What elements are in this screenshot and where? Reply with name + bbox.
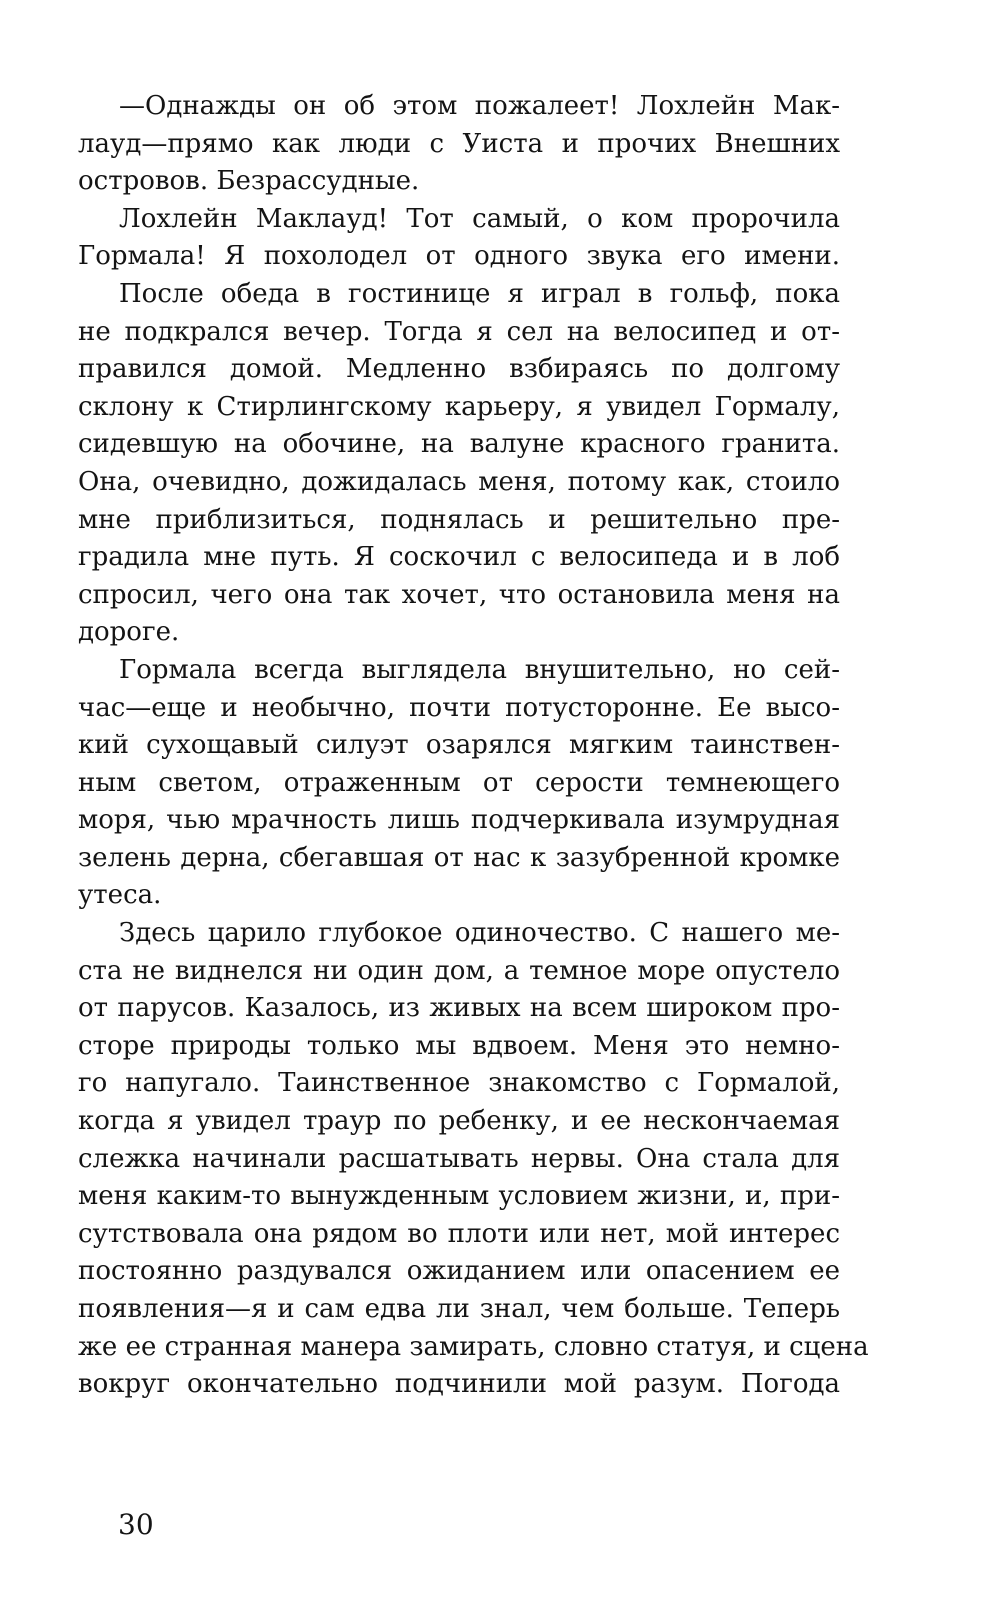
text-line: островов. Безрассудные. [78, 166, 420, 197]
text-line: сутствовала она рядом во плоти или нет, мой интерес [78, 1218, 840, 1249]
text-line: После обеда в гостинице я играл в гольф, пока [119, 278, 840, 309]
text-line: спросил, чего она так хочет, что остановила меня на [78, 579, 840, 610]
text-line: го напугало. Таинственное знакомство с Гормалой, [78, 1068, 840, 1099]
text-line: правился домой. Медленно взбираясь по долгому [78, 354, 840, 385]
text-line: Гормала! Я похолодел от одного звука его имени. [78, 241, 840, 272]
text-line: когда я увидел траур по ребенку, и ее нескончаемая [78, 1106, 840, 1137]
text-line: Гормала всегда выглядела внушительно, но сей- [119, 654, 840, 685]
text-line: ным светом, отраженным от серости темнеющего [78, 767, 840, 798]
text-line: час—еще и необычно, почти потусторонне. Ее высо- [78, 692, 840, 723]
text-line: постоянно раздувался ожиданием или опасением ее [78, 1256, 840, 1287]
text-line: утеса. [78, 880, 162, 911]
text-line: не подкрался вечер. Тогда я сел на велосипед и от- [78, 316, 840, 347]
text-line: Здесь царило глубокое одиночество. С нашего ме- [119, 918, 840, 949]
page-number: 30 [118, 1508, 154, 1541]
text-line: меня каким-то вынужденным условием жизни, и, при- [78, 1181, 840, 1212]
text-line: же ее странная манера замирать, словно статуя, и сцена [78, 1331, 869, 1362]
text-line: от парусов. Казалось, из живых на всем широком про- [78, 993, 840, 1024]
text-line: появления—я и сам едва ли знал, чем больше. Теперь [78, 1294, 840, 1324]
text-line: сторе природы только мы вдвоем. Меня это немно- [78, 1030, 840, 1061]
text-line: слежка начинали расшатывать нервы. Она стала для [78, 1143, 840, 1174]
text-line: зелень дерна, сбегавшая от нас к зазубренной кромке [78, 842, 840, 873]
text-line: —Однажды он об этом пожалеет! Лохлейн Мак- [119, 91, 840, 121]
text-line: кий сухощавый силуэт озарялся мягким таинствен- [78, 730, 840, 761]
text-line: дороге. [78, 617, 180, 648]
text-line: вокруг окончательно подчинили мой разум. Погода [78, 1369, 840, 1400]
text-line: Лохлейн Маклауд! Тот самый, о ком пророчила [119, 203, 840, 234]
text-line: Она, очевидно, дожидалась меня, потому как, стоило [78, 466, 840, 497]
text-line: лауд—прямо как люди с Уиста и прочих Внешних [78, 128, 840, 159]
text-line: ста не виднелся ни один дом, а темное море опустело [78, 955, 840, 986]
text-line: склону к Стирлингскому карьеру, я увидел Гормалу, [78, 391, 840, 422]
text-line: сидевшую на обочине, на валуне красного гранита. [78, 429, 840, 460]
text-line: градила мне путь. Я соскочил с велосипеда и в лоб [78, 542, 840, 573]
text-line: мне приблизиться, поднялась и решительно пре- [78, 504, 840, 535]
text-line: моря, чью мрачность лишь подчеркивала изумрудная [78, 805, 840, 836]
page-text [78, 88, 869, 1404]
